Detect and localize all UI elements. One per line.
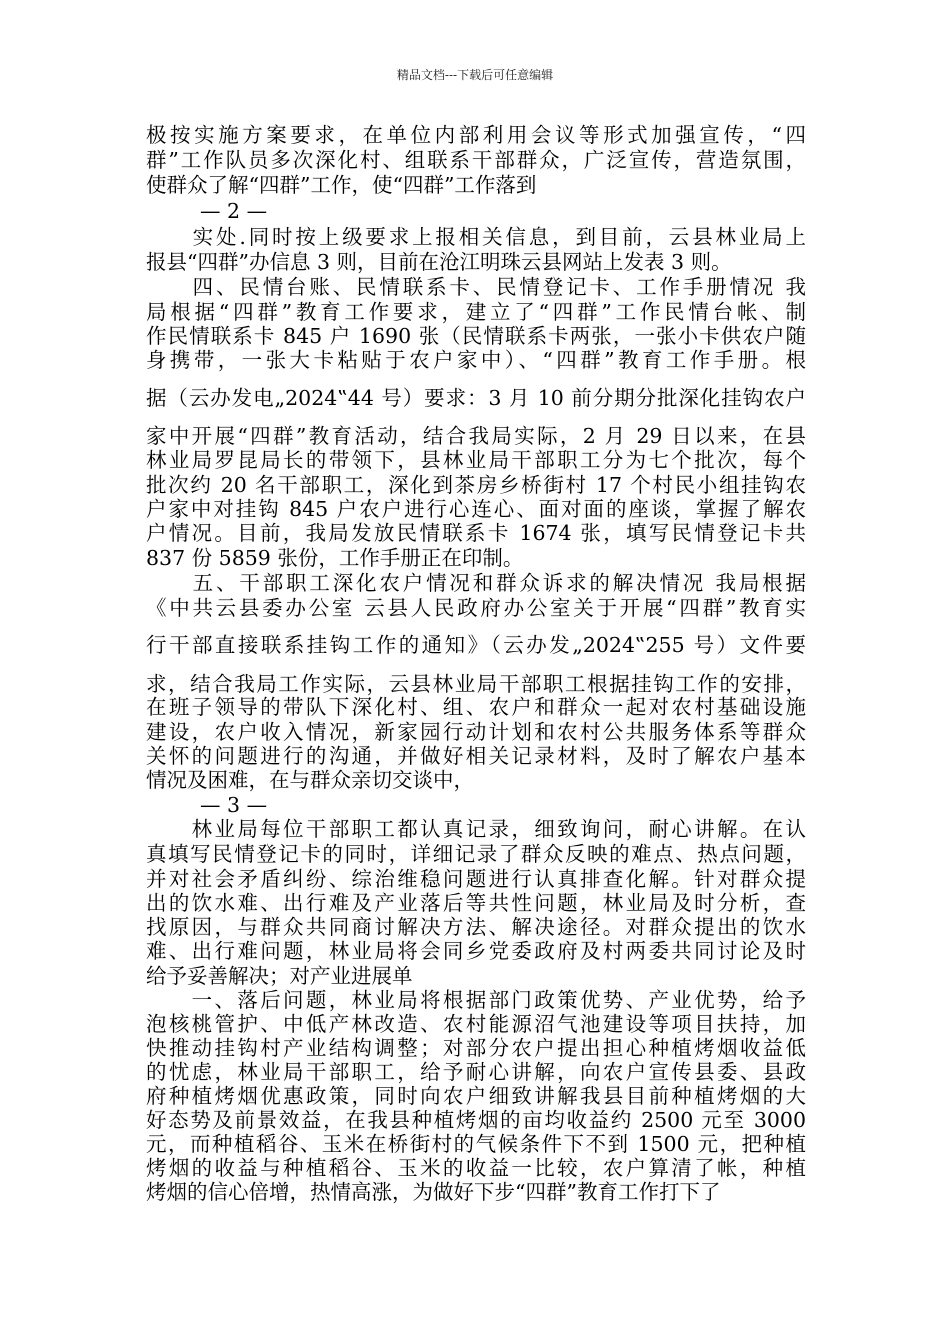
page-number: — 2 —: [200, 199, 268, 223]
text-line: 家中开展“四群”教育活动，结合我局实际，2 月 29 日以来，在县: [146, 424, 806, 448]
text-line: 实处.同时按上级要求上报相关信息，到目前，云县林业局上: [146, 225, 806, 249]
text-line: 群”工作队员多次深化村、组联系干部群众，广泛宣传，营造氛围，: [146, 148, 806, 172]
text-line: 求，结合我局工作实际，云县林业局干部职工根据挂钩工作的安排，: [146, 672, 806, 696]
text-line: 真填写民情登记卡的同时，详细记录了群众反映的难点、热点问题，: [146, 842, 806, 866]
text-line: 据（云办发电„2024‟44 号）要求：3 月 10 前分期分批深化挂钩农户: [146, 386, 806, 410]
text-line: 户家中对挂钩 845 户农户进行心连心、面对面的座谈，掌握了解农: [146, 497, 806, 521]
text-line: 林业局罗昆局长的带领下，县林业局干部职工分为七个批次，每个: [146, 448, 806, 472]
text-line: 烤烟的信心倍增，热情高涨，为做好下步“四群”教育工作打下了: [146, 1180, 721, 1204]
text-line: 使群众了解“四群”工作，使“四群”工作落到: [146, 173, 537, 197]
text-line: 局根据“四群”教育工作要求，建立了“四群”工作民情台帐、制: [146, 300, 806, 324]
text-line: 在班子领导的带队下深化村、组、农户和群众一起对农村基础设施: [146, 695, 806, 719]
text-line: 难、出行难问题，林业局将会同乡党委政府及村两委共同讨论及时: [146, 939, 806, 963]
text-line: 情况及困难，在与群众亲切交谈中，: [146, 768, 474, 792]
text-line: 极按实施方案要求，在单位内部利用会议等形式加强宣传，“四: [146, 123, 806, 147]
text-line: 建设，农户收入情况，新家园行动计划和农村公共服务体系等群众: [146, 720, 806, 744]
text-line: 出的饮水难、出行难及产业落后等共性问题，林业局及时分析，查: [146, 891, 806, 915]
text-line: 给予妥善解决；对产业进展单: [146, 964, 413, 988]
text-line: 烤烟的收益与种植稻谷、玉米的收益一比较，农户算清了帐，种植: [146, 1156, 806, 1180]
text-line: 《中共云县委办公室 云县人民政府办公室关于开展“四群”教育实: [146, 596, 806, 620]
text-line: 府种植烤烟优惠政策，同时向农户细致讲解我县目前种植烤烟的大: [146, 1084, 806, 1108]
text-line: 关怀的问题进行的沟通，并做好相关记录材料，及时了解农户基本: [146, 744, 806, 768]
text-line: 五、干部职工深化农户情况和群众诉求的解决情况 我局根据: [146, 571, 806, 595]
text-line: 元，而种植稻谷、玉米在桥街村的气候条件下不到 1500 元，把种植: [146, 1132, 806, 1156]
text-line: 身携带，一张大卡粘贴于农户家中）、“四群”教育工作手册。根: [146, 348, 806, 372]
text-line: 并对社会矛盾纠纷、综治维稳问题进行认真排查化解。针对群众提: [146, 867, 806, 891]
text-line: 批次约 20 名干部职工，深化到茶房乡桥街村 17 个村民小组挂钩农: [146, 473, 806, 497]
text-line: 的忧虑，林业局干部职工，给予耐心讲解，向农户宣传县委、县政: [146, 1060, 806, 1084]
text-line: 837 份 5859 张份，工作手册正在印制。: [146, 546, 524, 570]
text-line: 四、民情台账、民情联系卡、民情登记卡、工作手册情况 我: [146, 275, 806, 299]
text-line: 报县“四群”办信息 3 则，目前在沧江明珠云县网站上发表 3 则。: [146, 250, 732, 274]
text-line: 找原因，与群众共同商讨解决方法、解决途径。对群众提出的饮水: [146, 915, 806, 939]
page-number: — 3 —: [200, 793, 268, 817]
text-line: 一、落后问题，林业局将根据部门政策优势、产业优势，给予: [146, 988, 806, 1012]
text-line: 作民情联系卡 845 户 1690 张（民情联系卡两张，一张小卡供农户随: [146, 324, 806, 348]
text-line: 好态势及前景效益，在我县种植烤烟的亩均收益约 2500 元至 3000: [146, 1108, 806, 1132]
page-header: 精品文档---下载后可任意编辑: [396, 68, 554, 82]
text-line: 行干部直接联系挂钩工作的通知》（云办发„2024‟255 号）文件要: [146, 633, 806, 657]
text-line: 快推动挂钩村产业结构调整；对部分农户提出担心种植烤烟收益低: [146, 1036, 806, 1060]
text-line: 泡核桃管护、中低产林改造、农村能源沼气池建设等项目扶持，加: [146, 1012, 806, 1036]
text-line: 林业局每位干部职工都认真记录，细致询问，耐心讲解。在认: [146, 817, 806, 841]
text-line: 户情况。目前，我局发放民情联系卡 1674 张，填写民情登记卡共: [146, 521, 806, 545]
